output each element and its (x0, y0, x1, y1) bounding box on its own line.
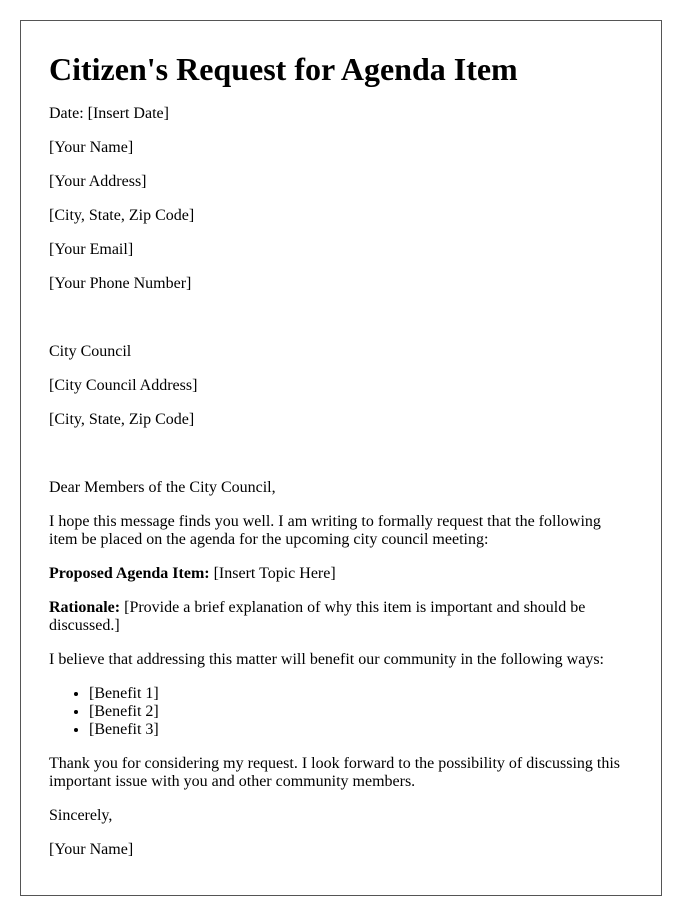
intro-paragraph: I hope this message finds you well. I am writing to formally request that the following item be placed on the agenda for the upcoming city council meeting: (49, 513, 601, 548)
proposed-item-label: Proposed Agenda Item: (49, 565, 210, 582)
sender-address: [Your Address] (49, 173, 147, 190)
proposed-item-paragraph (49, 565, 633, 583)
benefit-item: • [Benefit 1] (89, 685, 633, 703)
rationale-label: Rationale: (49, 599, 121, 616)
recipient-name: City Council (49, 343, 132, 360)
benefit-item: • [Benefit 2] (89, 703, 633, 721)
letter-page (20, 20, 662, 896)
sender-email: [Your Email] (49, 241, 134, 258)
benefits-intro: I believe that addressing this matter will benefit our community in the following ways: (49, 651, 604, 668)
sender-city-state-zip: [City, State, Zip Code] (49, 207, 195, 224)
rationale-value: [Provide a brief explanation of why this item is important and should be discussed.] (49, 599, 586, 634)
proposed-item-value: [Insert Topic Here] (209, 565, 336, 582)
sender-name: [Your Name] (49, 139, 134, 156)
benefits-list (49, 685, 633, 739)
signature: [Your Name] (49, 841, 134, 858)
section-spacer (49, 445, 633, 479)
rationale-paragraph (49, 599, 633, 635)
page-title: Citizen's Request for Agenda Item (49, 51, 518, 87)
closing-paragraph: Thank you for considering my request. I look forward to the possibility of discussing this important issue with you and other community members. (49, 755, 621, 790)
sender-phone: [Your Phone Number] (49, 275, 192, 292)
sign-off: Sincerely, (49, 807, 113, 824)
benefit-item: • [Benefit 3] (89, 721, 633, 739)
recipient-address: [City Council Address] (49, 377, 198, 394)
section-spacer (49, 309, 633, 343)
salutation: Dear Members of the City Council, (49, 479, 276, 496)
recipient-city-state-zip: [City, State, Zip Code] (49, 411, 195, 428)
date-line: Date: [Insert Date] (49, 105, 169, 122)
